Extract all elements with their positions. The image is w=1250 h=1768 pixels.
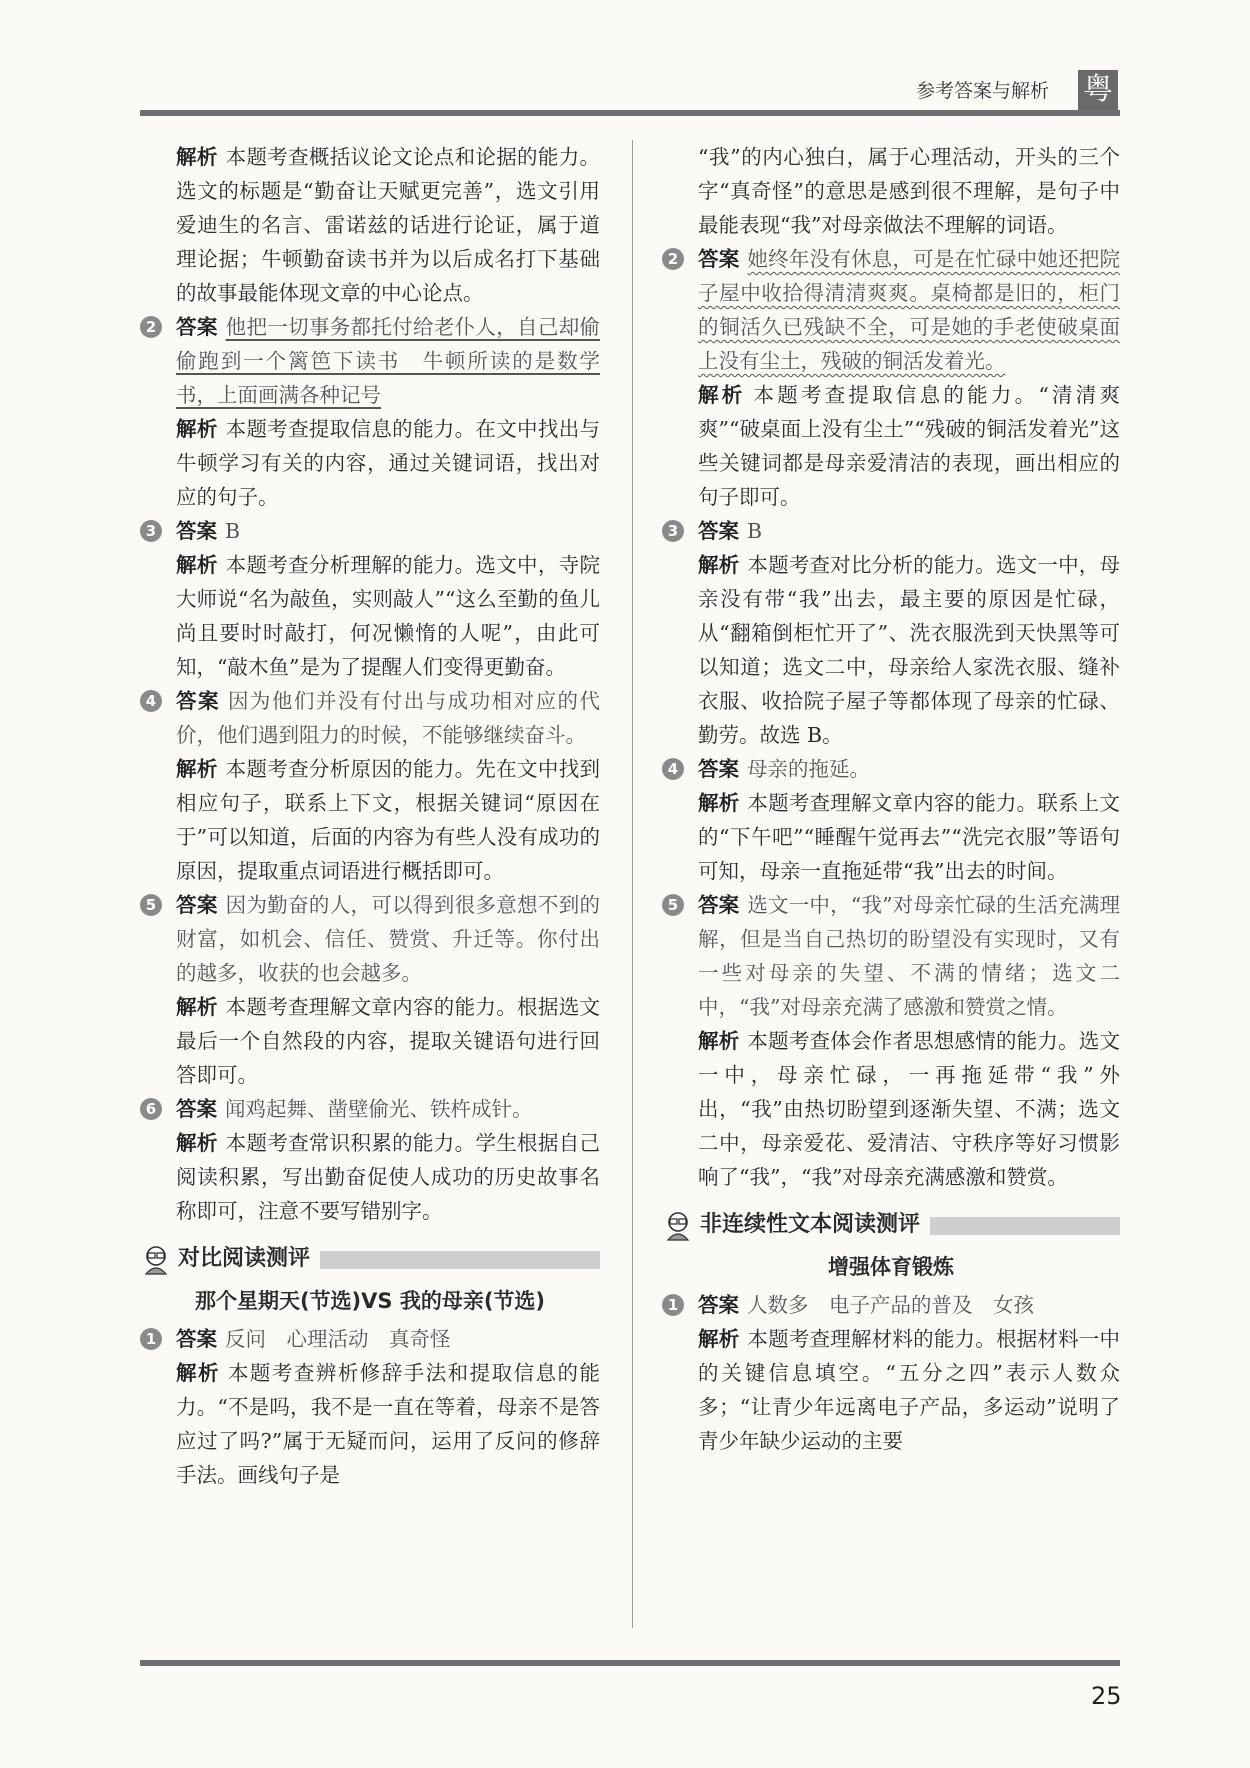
- analysis-text: 本题考查概括议论文论点和论据的能力。选文的标题是“勤奋让天赋更完善”，选文引用爱迪生的名言、雷诺兹的话进行论证，属于道理论据；牛顿勤奋读书并为以后成名打下基础的故事最能体现文章的中心论点。: [176, 145, 601, 305]
- analysis-text: 本题考查体会作者思想感情的能力。选文一中，母亲忙碌，一再拖延带“我”外出，“我”由热切盼望到逐渐失望、不满；选文二中，母亲爱花、爱清洁、守秩序等好习惯影响了“我”，“我”对母亲充满感激和赞赏。: [698, 1029, 1120, 1189]
- analysis-text: 本题考查理解文章内容的能力。联系上文的“下午吧”“睡醒午觉再去”“洗完衣服”等语句可知，母亲一直拖延带“我”出去的时间。: [698, 791, 1120, 883]
- question-number: 1: [140, 1328, 162, 1350]
- answer-text: B: [747, 519, 763, 543]
- question-item: [662, 888, 1120, 1024]
- question-number: 2: [662, 248, 684, 270]
- analysis-label: 解析: [698, 1327, 740, 1351]
- question-item: [662, 752, 1120, 786]
- reader-mascot-icon: [662, 1210, 694, 1242]
- right-column: [662, 140, 1120, 1458]
- analysis-block: [662, 378, 1120, 514]
- answer-text: 选文一中，“我”对母亲忙碌的生活充满理解，但是当自己热切的盼望没有实现时，又有一些对母亲的失望、不满的情绪；选文二中，“我”对母亲充满了感激和赞赏之情。: [698, 893, 1120, 1019]
- analysis-text: 本题考查辨析修辞手法和提取信息的能力。“不是吗，我不是一直在等着，母亲不是答应过了吗?”属于无疑而问，运用了反问的修辞手法。画线句子是: [176, 1361, 601, 1487]
- sub-title: 那个星期天(节选)VS 我的母亲(节选): [194, 1289, 546, 1313]
- question-number: 4: [140, 690, 162, 712]
- analysis-block: [662, 1024, 1120, 1194]
- page-number: 25: [1091, 1682, 1122, 1710]
- question-item: [140, 1092, 600, 1126]
- question-number: 2: [140, 316, 162, 338]
- question-item: [140, 684, 600, 752]
- answer-label: 答案: [176, 519, 217, 543]
- question-item: [140, 514, 600, 548]
- column-divider: [632, 140, 633, 1628]
- section-header: [140, 1242, 600, 1278]
- section-header: [662, 1208, 1120, 1244]
- analysis-block: [140, 548, 600, 684]
- analysis-label: 解析: [176, 1361, 220, 1385]
- question-item: [662, 242, 1120, 378]
- analysis-label: 解析: [698, 553, 740, 577]
- footer-rule: [140, 1660, 1120, 1666]
- question-number: 3: [140, 520, 162, 542]
- answer-label: 答案: [698, 893, 740, 917]
- analysis-text: 本题考查分析原因的能力。先在文中找到相应句子，联系上下文，根据关键词“原因在于”可以知道，后面的内容为有些人没有成功的原因，提取重点词语进行概括即可。: [176, 757, 601, 883]
- question-item: [140, 888, 600, 990]
- answer-label: 答案: [176, 315, 218, 339]
- question-item: [662, 514, 1120, 548]
- analysis-block: [662, 1322, 1120, 1458]
- analysis-block: [140, 1126, 600, 1228]
- reader-mascot-icon: [140, 1244, 172, 1276]
- left-column: [140, 140, 600, 1492]
- answer-text: 人数多 电子产品的普及 女孩: [747, 1293, 1034, 1317]
- question-number: 4: [662, 758, 684, 780]
- answer-label: 答案: [176, 689, 220, 713]
- sub-title: 增强体育锻炼: [828, 1255, 954, 1279]
- section-title: 非连续性文本阅读测评: [700, 1208, 930, 1242]
- answer-text: 反问 心理活动 真奇怪: [225, 1327, 451, 1351]
- header-region-tab: 粤: [1078, 70, 1118, 110]
- answer-text: 他把一切事务都托付给老仆人，自己却偷偷跑到一个篱笆下读书 牛顿所读的是数学书，上面画满各种记号: [176, 315, 601, 407]
- analysis-text: 本题考查分析理解的能力。选文中，寺院大师说“名为敲鱼，实则敲人”“这么至勤的鱼儿尚且要时时敲打，何况懒惰的人呢”，由此可知，“敲木鱼”是为了提醒人们变得更勤奋。: [176, 553, 601, 679]
- analysis-text: 本题考查对比分析的能力。选文一中，母亲没有带“我”出去，最主要的原因是忙碌，从“翻箱倒柜忙开了”、洗衣服洗到天快黑等可以知道；选文二中，母亲给人家洗衣服、缝补衣服、收拾院子屋子等都体现了母亲的忙碌、勤劳。故选 B。: [698, 553, 1120, 747]
- question-item: [662, 1288, 1120, 1322]
- answer-label: 答案: [176, 893, 218, 917]
- answer-text: 闻鸡起舞、凿壁偷光、铁杵成针。: [225, 1097, 533, 1121]
- analysis-block: [140, 412, 600, 514]
- section-title: 对比阅读测评: [178, 1242, 320, 1276]
- question-number: 5: [662, 894, 684, 916]
- header-title: 参考答案与解析: [916, 80, 1050, 102]
- analysis-text: 本题考查理解文章内容的能力。根据选文最后一个自然段的内容，提取关键语句进行回答即可。: [176, 995, 601, 1087]
- analysis-label: 解析: [176, 995, 218, 1019]
- question-number: 6: [140, 1098, 162, 1120]
- analysis-label: 解析: [176, 145, 218, 169]
- header-rule: [140, 110, 1120, 116]
- analysis-text: 本题考查提取信息的能力。“清清爽爽”“破桌面上没有尘土”“残破的铜活发着光”这些关键词都是母亲爱清洁的表现，画出相应的句子即可。: [698, 383, 1121, 509]
- analysis-text: 本题考查常识积累的能力。学生根据自己阅读积累，写出勤奋促使人成功的历史故事名称即可，注意不要写错别字。: [176, 1131, 601, 1223]
- question-number: 5: [140, 894, 162, 916]
- answer-label: 答案: [698, 757, 739, 781]
- answer-text: 她终年没有休息，可是在忙碌中她还把院子屋中收拾得清清爽爽。桌椅都是旧的，柜门的铜活久已残缺不全，可是她的手老使破桌面上没有尘土，残破的铜活发着光。: [698, 247, 1120, 373]
- analysis-label: 解析: [176, 553, 218, 577]
- analysis-label: 解析: [698, 1029, 740, 1053]
- answer-text: 母亲的拖延。: [747, 757, 870, 781]
- answer-label: 答案: [698, 519, 739, 543]
- analysis-label: 解析: [176, 417, 218, 441]
- analysis-text: 本题考查理解材料的能力。根据材料一中的关键信息填空。“五分之四”表示人数众多；“让青少年远离电子产品，多运动”说明了青少年缺少运动的主要: [698, 1327, 1120, 1453]
- answer-label: 答案: [698, 1293, 739, 1317]
- analysis-block: [662, 786, 1120, 888]
- continued-text: “我”的内心独白，属于心理活动，开头的三个字“真奇怪”的意思是感到很不理解，是句子中最能表现“我”对母亲做法不理解的词语。: [698, 145, 1120, 237]
- answer-label: 答案: [176, 1327, 217, 1351]
- analysis-label: 解析: [698, 383, 746, 407]
- analysis-block: [662, 548, 1120, 752]
- analysis-block: [140, 752, 600, 888]
- question-item: [140, 1322, 600, 1356]
- analysis-block: [140, 140, 600, 310]
- analysis-text: 本题考查提取信息的能力。在文中找出与牛顿学习有关的内容，通过关键词语，找出对应的句子。: [176, 417, 601, 509]
- analysis-label: 解析: [698, 791, 740, 815]
- analysis-label: 解析: [176, 1131, 218, 1155]
- question-number: 3: [662, 520, 684, 542]
- answer-label: 答案: [176, 1097, 217, 1121]
- answer-label: 答案: [698, 247, 740, 271]
- question-item: [140, 310, 600, 412]
- question-number: 1: [662, 1294, 684, 1316]
- answer-text: 因为勤奋的人，可以得到很多意想不到的财富，如机会、信任、赞赏、升迁等。你付出的越多，收获的也会越多。: [176, 893, 601, 985]
- analysis-block: [140, 1356, 600, 1492]
- analysis-label: 解析: [176, 757, 218, 781]
- answer-text: 因为他们并没有付出与成功相对应的代价，他们遇到阻力的时候，不能够继续奋斗。: [176, 689, 601, 747]
- answer-text: B: [225, 519, 241, 543]
- analysis-block: [140, 990, 600, 1092]
